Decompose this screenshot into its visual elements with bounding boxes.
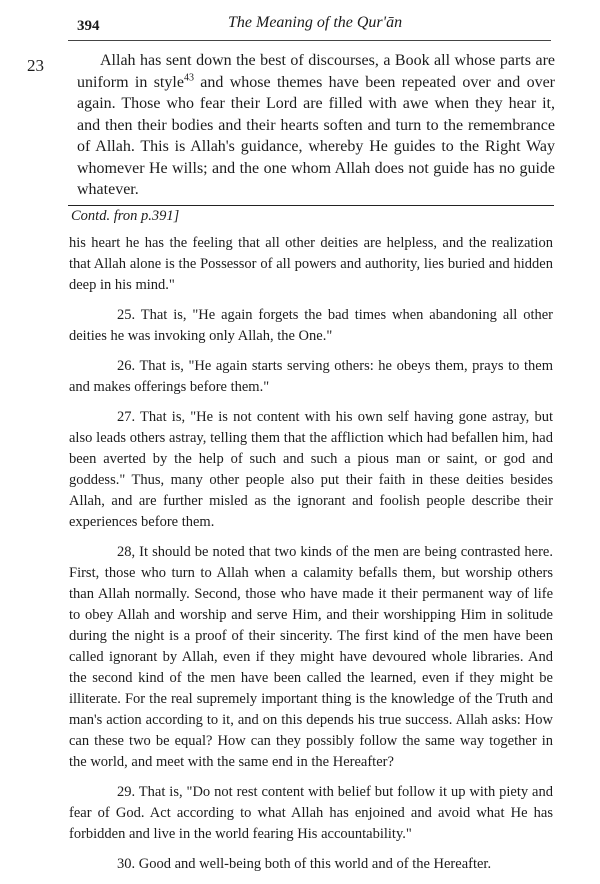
header-rule — [68, 40, 551, 41]
verse-text-part-1: Allah has sent down the best of discourses, a Book all whose parts are uniform in style — [77, 52, 555, 91]
note-27: 27. That is, "He is not content with his own self having gone astray, but also leads others astray, telling them that the affliction which had befallen him, had been averted by the help of such and such a pious man or saint, or god and goddess." Thus, many other people also put their faith in these deities besides Allah, and are further misled as the ignorant and foolish people describe their experiences before them. — [69, 409, 553, 530]
note-26: 26. That is, "He again starts serving others: he obeys them, prays to them and makes offerings before them." — [69, 358, 553, 395]
running-head: The Meaning of the Qur'ān — [228, 14, 403, 31]
verse-text-part-2: and whose themes have been repeated over and over again. Those who fear their Lord are filled with awe when they hear it, and then their bodies and their hearts soften and turn to the remembrance of Allah. This is Allah's guidance, whereby He guides to the Right Way whomever He wills; and the one whom Allah does not guide has no guide whatever. — [77, 73, 555, 198]
commentary-notes — [69, 233, 553, 884]
note-28: 28, It should be noted that two kinds of the men are being contrasted here. First, those who turn to Allah when a calamity befalls them, but worship others than Allah normally. Second, those who have made it their permanent way of life to obey Allah and worship and serve Him, and their worshipping Him in solitude during the night is a proof of their sincerity. The first kind of the men have been called ignorant by Allah, even if they might have devoured whole libraries. And the second kind of the men have been called the learned, even if they might be illiterate. For the real supremely important thing is the knowledge of the Truth and man's action according to it, and on this depends his true success. Allah asks: How can these two be equal? How can they possibly follow the same way together in the world, and meet with the same end in the Hereafter? — [69, 544, 553, 770]
verse-text — [77, 50, 555, 201]
page-number: 394 — [77, 18, 100, 34]
verse-number: 23 — [27, 56, 44, 75]
note-25: 25. That is, "He again forgets the bad times when abandoning all other deities he was invoking only Allah, the One." — [69, 307, 553, 344]
note-30: 30. Good and well-being both of this world and of the Hereafter. — [117, 856, 492, 872]
footnote-reference: 43 — [183, 72, 194, 84]
section-divider — [68, 205, 554, 206]
continuation-label: Contd. fron p.391] — [71, 208, 180, 224]
note-continued: his heart he has the feeling that all other deities are helpless, and the realization that Allah alone is the Possessor of all powers and authority, lies buried and hidden deep in his mind." — [69, 235, 553, 293]
note-29: 29. That is, "Do not rest content with belief but follow it up with piety and fear of God. Act according to what Allah has enjoined and avoid what He has forbidden and live in the world fearing His accountability." — [69, 784, 553, 842]
